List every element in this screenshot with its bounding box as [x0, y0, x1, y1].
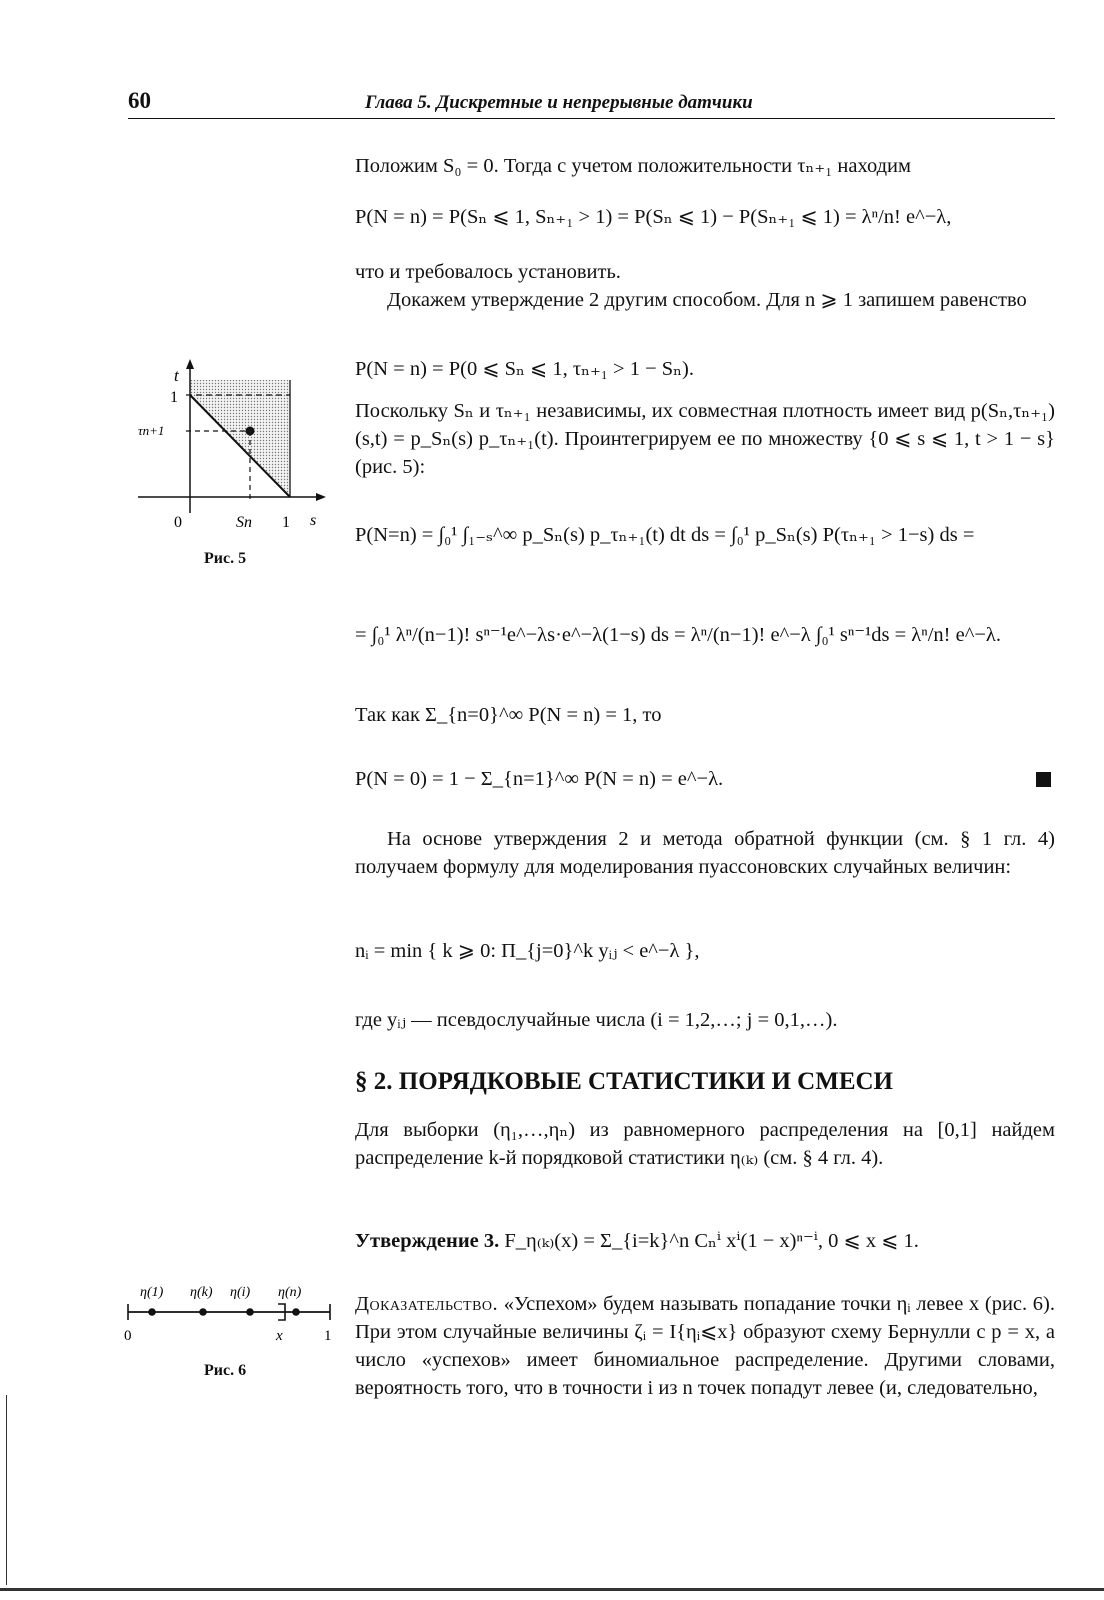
fig6-label-eta1: η(1): [140, 1285, 164, 1300]
fig6-label-etak: η(k): [190, 1285, 213, 1300]
figure-5: [130, 355, 345, 545]
fig5-label-1y: 1: [170, 389, 178, 406]
proof-label: Доказательство.: [355, 1293, 499, 1315]
point-eta-n: [292, 1308, 300, 1316]
paragraph-second-proof-intro: [355, 286, 1055, 314]
fig5-label-t: t: [174, 366, 179, 385]
fig5-caption: Рис. 5: [204, 550, 247, 567]
proof-text: «Успехом» будем называть попадание точки ηᵢ левее x (рис. 6). При этом случайные величины ζᵢ = I{ηᵢ⩽x} образуют схему Бернулли с p = x, а число «успехов» имеет биномиальное распределение. Другими словами, вероятность того, что в точности i из n точек попадут левее (и, следовательно,: [355, 1293, 1055, 1399]
fig6-label-etai: η(i): [230, 1285, 251, 1300]
fig6-label-1: 1: [324, 1328, 332, 1344]
page-number: 60: [128, 88, 151, 113]
point-eta-i: [246, 1308, 254, 1316]
method-text: На основе утверждения 2 и метода обратной функции (см. § 1 гл. 4) получаем формулу для моделирования пуассоновских случайных величин:: [355, 828, 1055, 878]
fig5-label-tau: τn+1: [138, 423, 165, 438]
fig6-label-0: 0: [124, 1328, 132, 1344]
statement-formula: F_η₍ₖ₎(x) = Σ_{i=k}^n Cₙⁱ xⁱ(1 − x)ⁿ⁻ⁱ, 0 ⩽ x ⩽ 1.: [504, 1230, 919, 1252]
shaded-region: [190, 380, 290, 497]
formula-equality: P(N = n) = P(0 ⩽ Sₙ ⩽ 1, τₙ₊₁ > 1 − Sₙ).: [355, 358, 695, 380]
scan-bottom-edge: [0, 1588, 1104, 1591]
formula-p-n-equals-n: P(N = n) = P(Sₙ ⩽ 1, Sₙ₊₁ > 1) = P(Sₙ ⩽ 1) − P(Sₙ₊₁ ⩽ 1) = λⁿ/n! e^−λ,: [355, 206, 952, 228]
running-title: Глава 5. Дискретные и непрерывные датчики: [365, 92, 753, 113]
text-where-pseudorandom: где yᵢⱼ — псевдослучайные числа (i = 1,2,…; j = 0,1,…).: [355, 1009, 838, 1031]
formula-integral-evaluation: = ∫₀¹ λⁿ/(n−1)! sⁿ⁻¹e^−λs·e^−λ(1−s) ds = λⁿ/(n−1)! e^−λ ∫₀¹ sⁿ⁻¹ds = λⁿ/n! e^−λ.: [355, 624, 1001, 646]
fig5-label-s: s: [310, 512, 317, 529]
fig5-label-sn: Sn: [236, 514, 252, 531]
t-axis-arrow: [186, 359, 194, 369]
formula-p-n-zero: P(N = 0) = 1 − Σ_{n=1}^∞ P(N = n) = e^−λ.: [355, 768, 724, 790]
header-rule: [128, 118, 1055, 119]
paragraph-proof: [355, 1290, 1055, 1402]
text-line-established: что и требовалось установить.: [355, 261, 621, 283]
formula-sum-intro: Так как Σ_{n=0}^∞ P(N = n) = 1, то: [355, 704, 662, 726]
scan-edge-mark: [6, 1395, 7, 1585]
paragraph-section-intro: Для выборки (η₁,…,ηₙ) из равномерного распределения на [0,1] найдем распределение k-й порядковой статистики η₍ₖ₎ (см. § 4 гл. 4).: [355, 1119, 1055, 1169]
fig6-caption: Рис. 6: [204, 1362, 247, 1379]
statement-3: [355, 1228, 919, 1253]
formula-double-integral: P(N=n) = ∫₀¹ ∫₁₋ₛ^∞ p_Sₙ(s) p_τₙ₊₁(t) dt ds = ∫₀¹ p_Sₙ(s) P(τₙ₊₁ > 1−s) ds =: [355, 524, 975, 546]
point-eta-k: [199, 1308, 207, 1316]
fig6-label-x: x: [276, 1328, 283, 1344]
formula-poisson-simulation: nᵢ = min { k ⩾ 0: Π_{j=0}^k yᵢⱼ < e^−λ },: [355, 940, 700, 962]
section-heading: § 2. ПОРЯДКОВЫЕ СТАТИСТИКИ И СМЕСИ: [355, 1068, 894, 1095]
fig5-label-0: 0: [174, 514, 182, 531]
text-line-proof-end: Положим S₀ = 0. Тогда с учетом положительности τₙ₊₁ находим: [355, 155, 911, 177]
qed-square: [1036, 772, 1051, 787]
point-sn-tau: [246, 427, 255, 436]
paragraph-joint-density: Поскольку Sₙ и τₙ₊₁ независимы, их совместная плотность имеет вид p(Sₙ,τₙ₊₁)(s,t) = p_Sₙ(s) p_τₙ₊₁(t). Проинтегрируем ее по множеству {0 ⩽ s ⩽ 1, t > 1 − s} (рис. 5):: [355, 400, 1055, 478]
paragraph-method: [355, 825, 1055, 881]
fig5-label-1x: 1: [282, 514, 290, 531]
fig6-label-etan: η(n): [278, 1285, 302, 1300]
point-eta-1: [148, 1308, 156, 1316]
s-axis-arrow: [316, 493, 326, 501]
figure-6: [118, 1282, 343, 1352]
second-proof-intro-text: Докажем утверждение 2 другим способом. Для n ⩾ 1 запишем равенство: [387, 289, 1027, 311]
statement-label: Утверждение 3.: [355, 1230, 500, 1252]
